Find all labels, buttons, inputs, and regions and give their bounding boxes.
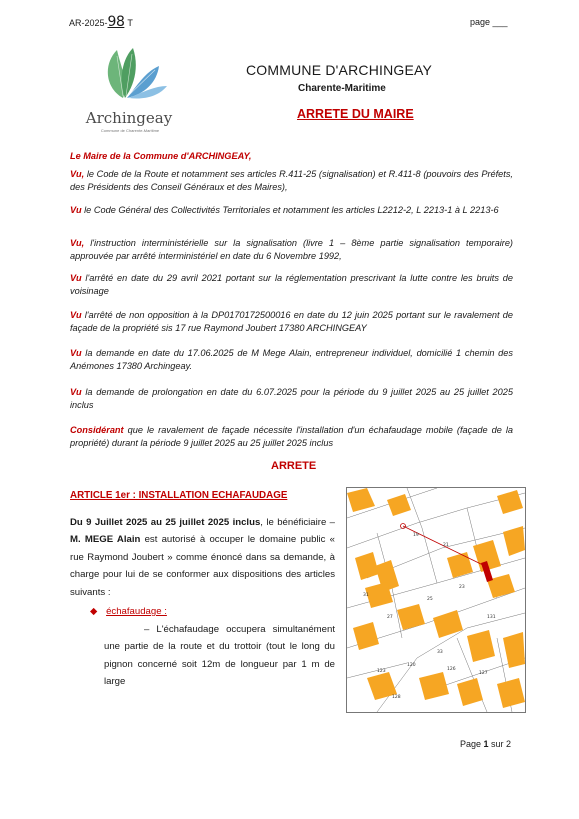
leaf-logo-icon	[85, 42, 175, 102]
bullet-icon: ◆	[90, 606, 98, 617]
parcel-label: 31	[363, 593, 369, 598]
parcel-label: 21	[443, 543, 449, 548]
parcel-label: 127	[479, 671, 488, 676]
parcel-label: 19	[413, 533, 419, 538]
considerant-1: Vu, le Code de la Route et notamment ses articles R.411-25 (signalisation) et R.411-8 (pouvoirs des Préfets, des Présidents des Conseil Généraux et des Maires),	[70, 169, 513, 193]
page-placeholder: page ___	[470, 17, 508, 27]
maire-line: Le Maire de la Commune d'ARCHINGEAY,	[70, 151, 252, 161]
commune-logo	[85, 42, 175, 132]
bullet-scaffolding-text: – L'échafaudage occupera simultanément une partie de la route et du trottoir (tout le long du pignon concerné soit 12m de longueur par 1 m de large	[104, 624, 335, 688]
arrete-heading: ARRETE	[271, 460, 317, 472]
parcel-plan-map	[347, 488, 525, 712]
cadastral-map	[346, 487, 526, 713]
document-title: ARRETE DU MAIRE	[297, 107, 414, 121]
parcel-label: 123	[377, 669, 386, 674]
parcel-label: 23	[459, 585, 465, 590]
logo-name: Archingeay	[85, 109, 173, 127]
considerant-8: Considérant que le ravalement de façade nécessite l'installation d'un échafaudage mobile (façade de la propriété) durant la période 9 juillet 2025 au 25 juillet 2025 inclus	[70, 425, 513, 449]
commune-region: Charente-Maritime	[298, 83, 386, 94]
logo-tagline: Commune de Charente-Maritime	[100, 128, 160, 133]
parcel-label: 27	[387, 615, 393, 620]
considerant-4: Vu l'arrêté en date du 29 avril 2021 portant sur la réglementation prescrivant la lutte contre les bruits de voisinage	[70, 273, 513, 297]
considerant-3: Vu, l'instruction interministérielle sur la signalisation (livre 1 – 8ème partie signalisation temporaire) approuvée par arrêté interministériel en date du 6 Novembre 1992,	[70, 238, 513, 262]
parcel-label: 25	[427, 597, 433, 602]
page-footer: Page 1 sur 2	[460, 739, 512, 749]
parcel-label: 128	[392, 695, 401, 700]
parcel-label: 126	[447, 667, 456, 672]
reference-number: AR-2025-98 T	[69, 14, 133, 30]
parcel-label: 33	[437, 650, 443, 655]
considerant-7: Vu la demande de prolongation en date du 6.07.2025 pour la période du 9 juillet 2025 au 25 juillet 2025 inclus	[70, 387, 513, 411]
considerant-5: Vu l'arrêté de non opposition à la DP0170172500016 en date du 12 juin 2025 portant sur le ravalement de façade de la propriété sis 17 rue Raymond Joubert 17380 ARCHINGEAY	[70, 310, 513, 334]
commune-title: COMMUNE D'ARCHINGEAY	[246, 62, 433, 78]
reference-handwritten-number: 98	[107, 14, 125, 30]
considerant-6: Vu la demande en date du 17.06.2025 de M Mege Alain, entrepreneur individuel, domicilié 1 chemin des Anémones 17380 Archingeay.	[70, 348, 513, 372]
considerant-2: Vu le Code Général des Collectivités Territoriales et notamment les articles L2212-2, L 2213-1 à L 2213-6	[70, 205, 499, 215]
parcel-label: 120	[407, 663, 416, 668]
parcel-label: 131	[487, 615, 496, 620]
article1-paragraph: Du 9 Juillet 2025 au 25 juillet 2025 inclus, le bénéficiaire – M. MEGE Alain est autorisé à occuper le domaine public « rue Raymond Joubert » comme énoncé dans sa demande, à charge pour lui de se conformer aux dispositions des articles suivants :	[70, 517, 336, 598]
article1-heading: ARTICLE 1er : INSTALLATION ECHAFAUDAGE	[70, 490, 288, 501]
bullet-scaffolding: ◆ échafaudage :	[90, 606, 167, 617]
